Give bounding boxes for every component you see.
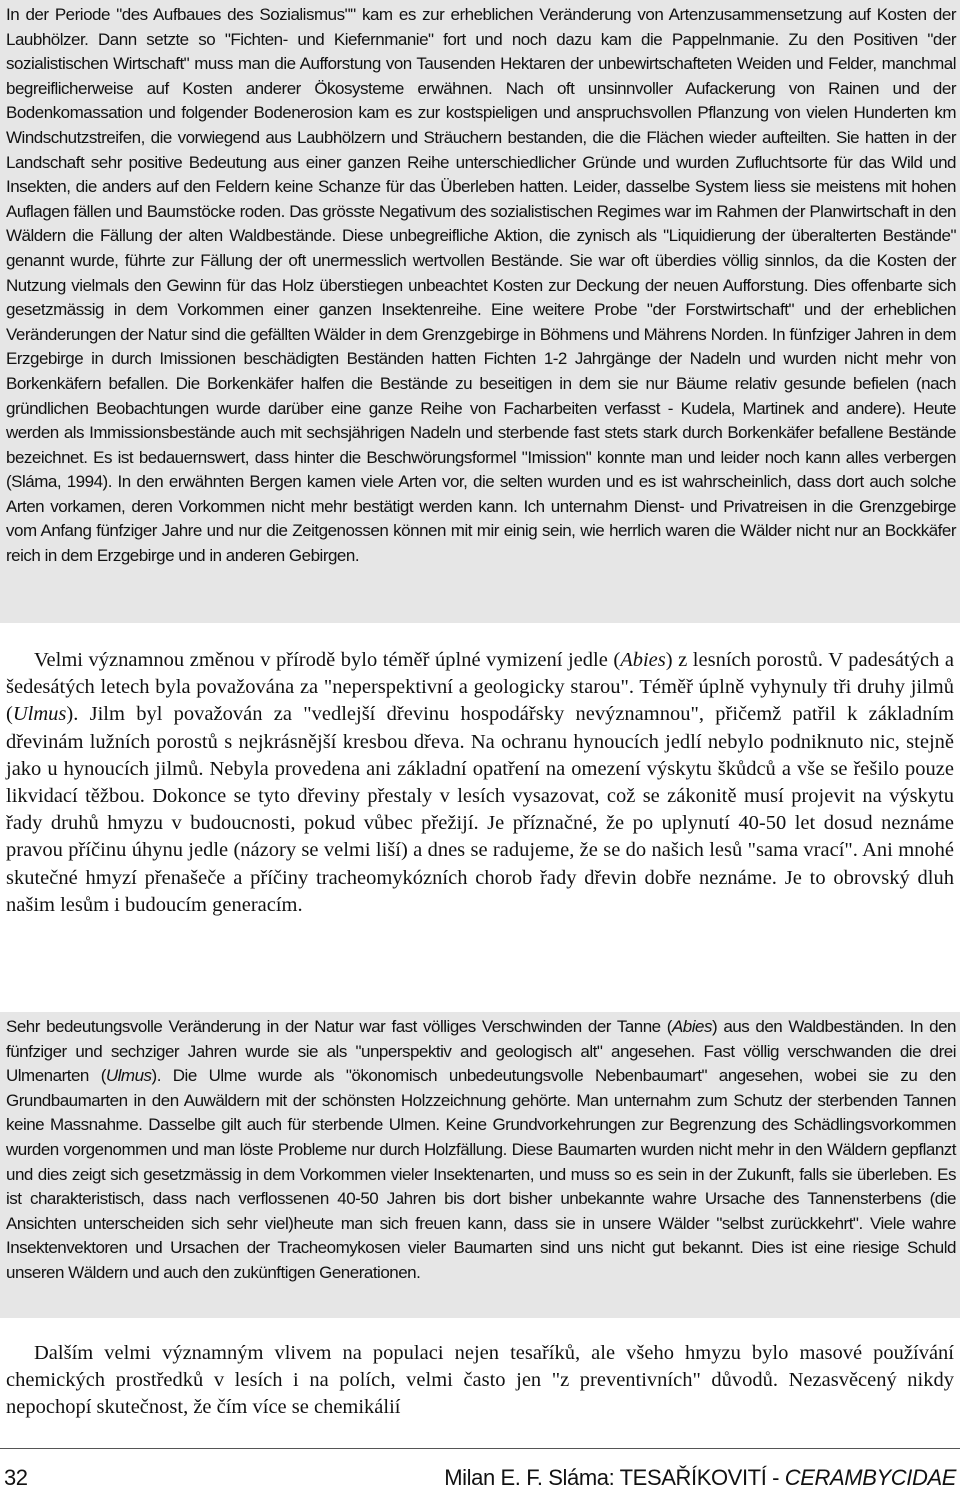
german-summary-text-1: In der Periode "des Aufbaues des Sozialismus"" kam es zur erheblichen Veränderung von Artenzusammensetzung auf Kosten der Laubhölzer. Dann setzte so "Fichten- und Kiefernmanie" fort und noch dazu kam die Pappelnmanie. Zu den Positiven "der sozialistischen Wirtschaft" muss man die Aufforstung von Tausenden Hektaren der unbewirtschafteten Weiden und Felder, manchmal begreiflicherweise auf Kosten anderer Ökosysteme erwähnen. Nach oft unsinnvoller Aufackerung von Rainen und der Bodenkomassation und folgender Bodenerosion kam es zur kostspieligen und anspruchsvollen Pflanzung von vielen Hunderten km Windschutzstreifen, die vorwiegend aus Laubhölzern und Sträuchern bestanden, die die Flächen wieder aufteilten. Sie hatten in der Landschaft sehr positive Bedeutung aus einer ganzen Reihe unterschiedlicher Gründe und wurden Zufluchtsorte für das Wild und Insekten, die anders auf den Feldern keine Schanze für das Überleben hatten. Leider, dasselbe System liess sie meistens mit hohen Auflagen fällen und Baumstöcke roden. Das grösste Negativum des sozialistischen Regimes war im Rahmen der Planwirtschaft in den Wäldern die Fällung der alten Waldbestände. Diese unbegreifliche Aktion, die zynisch als "Liquidierung der überalterten Bestände" genannt wurde, führte zur Fällung der oft unermesslich wertvollen Bestände. Sie war oft überdies völlig sinnlos, da die Kosten der Nutzung vielmals den Gewinn für das Holz überstiegen unbeachtet Kosten zur Deckung der neuen Aufforstung. Dies offenbarte sich gesetzmässig in dem Vorkommen einer ganzen Insektenreihe. Eine weitere Probe "der Forstwirtschaft" und der erheblichen Veränderungen der Natur sind die gefällten Wälder in dem Grenzgebirge in Böhmens und Mährens Norden. In fünfziger Jahren in dem Erzgebirge in durch Imissionen beschädigten Beständen hatten Fichten 1-2 Jahrgänge der Nadeln und wurden nicht mehr von Borkenkäfern befallen. Die Borkenkäfer halfen die Bestände zu beseitigen in dem sie nur Bäume relativ gesunde befielen (nach gründlichen Beobachtungen wurde darüber eine ganze Reihe von Facharbeiten verfasst - Kudela, Martinek and andere). Heute werden als Immissionsbestände auch mit sechsjährigen Nadeln und sterbende fast stets stark durch Borkenkäfer befallene Bestände bezeichnet. Es ist bedauernswert, dass hinter die Beschwörungsformel "Imission" konnte man und leider noch kann alles verbergen (Sláma, 1994). In den erwähnten Bergen kamen viele Arten vor, die selten wurden und es ist wahrscheinlich, dass dort auch solche Arten vorkamen, deren Vorkommen nicht mehr bestätigt werden kann. Ich unternahm Dienst- und Privatreisen in die Grenzgebirge vom Anfang fünfziger Jahre und nur die Zeitgenossen können mit mir einig sein, wie herrlich waren die Wälder nicht nur an Bockkäfer reich in dem Erzgebirge und in anderen Gebirgen. bbox=[6, 5, 956, 566]
genus-name-abies: Abies bbox=[671, 1017, 712, 1036]
czech-paragraph-1-part-3: ). Jilm byl považován za "vedlejší dřevinu hospodářsky nevýznamnou", přičemž patřil k základním dřevinám lužních porostů s nejkrásnější kresbou dřeva. Na ochranu hynoucích jedlí nebylo podniknuto nic, stejně jako u hynoucích jilmů. Nebyla provedena ani základní opatření na omezení výskytu škůdců a vše se řešilo pouze likvidací těžbou. Dokonce se tyto dřeviny přestaly v lesích vysazovat, což se zákonitě musí projevit na výskytu řady druhů hmyzu v budoucnosti, pokud vůbec přežijí. Je příznačné, že po uplynutí 40-50 let dosud neznáme pravou příčinu úhynu jedle (názory se velmi liší) a dnes se radujeme, že se do našich lesů "sama vrací". Ani mnohé skutečné hmyzí přenašeče a příčiny tracheomykózních chorob řady dřevin dobře neznáme. Je to obrovský dluh našim lesům i budoucím generacím. bbox=[6, 703, 954, 916]
czech-paragraph-1-part-1: Velmi významnou změnou v přírodě bylo téměř úplné vymizení jedle ( bbox=[34, 649, 621, 671]
czech-paragraph-1-part-2: ) z lesních porostů. V padesátých a šedesátých letech byla považována za "neperspektivní a geologicky starou". Téměř úplně vyhynuly tři druhy jilmů ( bbox=[6, 649, 954, 726]
german-summary-block-1 bbox=[0, 0, 960, 623]
genus-name-ulmus: Ulmus bbox=[12, 703, 67, 726]
running-head bbox=[444, 1465, 956, 1491]
german-summary-block-2 bbox=[0, 1012, 960, 1318]
page-number: 32 bbox=[4, 1465, 28, 1490]
german-summary-2-part-3: ). Die Ulme wurde als "ökonomisch unbedeutungsvolle Nebenbaumart" angesehen, wobei sie zu den Grundbaumarten in den Auwäldern mit der schönsten Holzzeichnung gehörte. Man unternahm zum Schutz der sterbenden Tannen keine Massnahme. Dasselbe gilt auch für sterbende Ulmen. Keine Grundvorkehrungen zur Begrenzung des Schädlingsvorkommen wurden vorgenommen und man löste Probleme nur durch Holzfällung. Diese Baumarten wurden nicht mehr in den Wäldern gepflanzt und dies zeigt sich gesetzmässig in dem Vorkommen vieler Insektenarten, und muss so es sein in der Zukunft, falls sie überleben. Es ist charakteristisch, dass nach verflossenen 40-50 Jahren bis dort bisher unbekannte wahre Ursache des Tannensterbens (die Ansichten unterscheiden sich sehr viel)heute man sich freuen kann, dass sie in unsere Wälder "selbst zurückkehrt". Viele wahre Insektenvektoren und Ursachen der Tracheomykosen vieler Baumarten sind uns nicht gut bekannt. Dies ist eine riesige Schuld unseren Wäldern und auch den zukünftigen Generationen. bbox=[6, 1066, 956, 1282]
running-head-author-title: Milan E. F. Sláma: TESAŘÍKOVITÍ - bbox=[444, 1465, 785, 1490]
genus-name-abies: Abies bbox=[620, 649, 666, 671]
czech-paragraph-1 bbox=[6, 647, 954, 919]
german-summary-2-part-1: Sehr bedeutungsvolle Veränderung in der Natur war fast völliges Verschwinden der Tanne ( bbox=[6, 1017, 672, 1036]
czech-paragraph-2: Dalším velmi významným vlivem na populaci nejen tesaříků, ale všeho hmyzu bylo masové používání chemických prostředků v lesích i na polích, velmi často jen "z preventivních" důvodů. Nezasvěcený nikdy nepochopí skutečnost, že čím více se chemikálií bbox=[6, 1342, 954, 1419]
genus-name-ulmus: Ulmus bbox=[105, 1066, 152, 1086]
german-summary-2-part-2: ) aus den Waldbeständen. In den fünfziger und sechziger Jahren wurde sie als "unperspektiv and geologisch alt" angesehen. Fast völlig verschwanden die drei Ulmenarten ( bbox=[6, 1017, 957, 1086]
german-summary-text-2 bbox=[6, 1015, 956, 1286]
page-footer bbox=[0, 1448, 960, 1499]
running-head-taxon: CERAMBYCIDAE bbox=[784, 1465, 956, 1490]
